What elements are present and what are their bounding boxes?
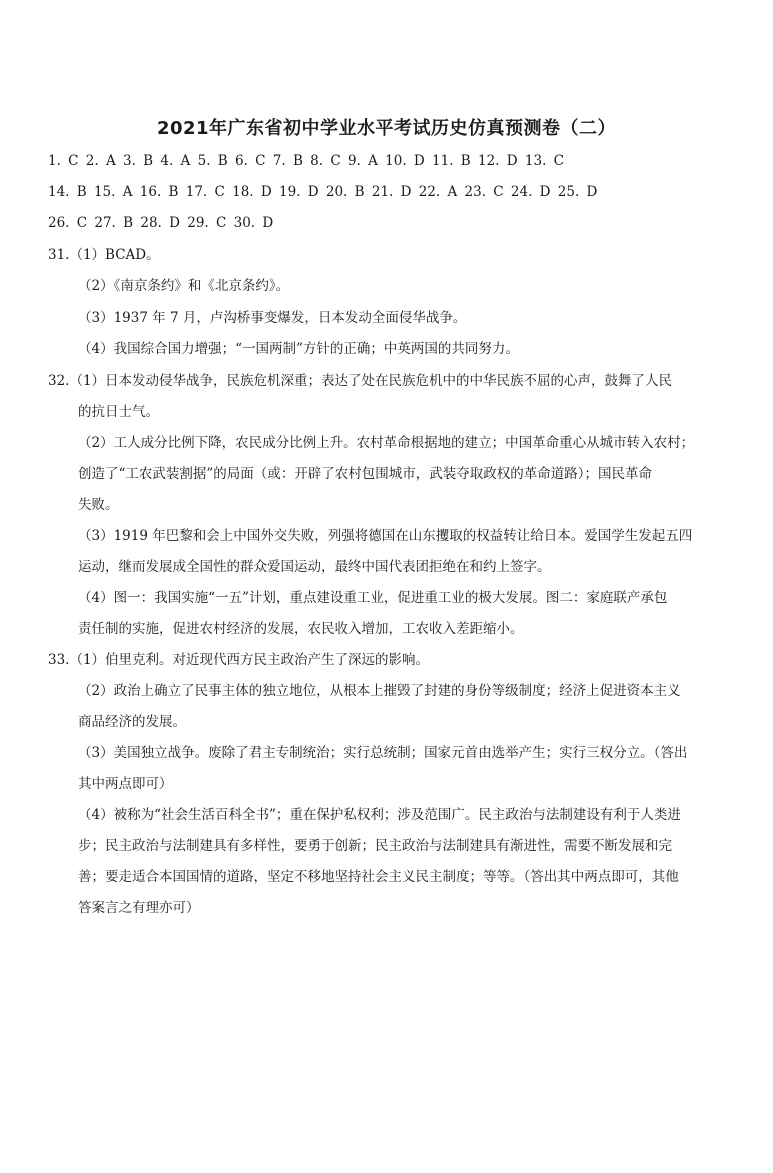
q33-part4-cont-1: 步；民主政治与法制建具有多样性，要勇于创新；民主政治与法制建具有渐进性，需要不断发展和完 xyxy=(78,838,672,854)
mc-answers-line-3: 26. C 27. B 28. D 29. C 30. D xyxy=(48,215,274,231)
q33-part2: （2）政治上确立了民事主体的独立地位，从根本上摧毁了封建的身份等级制度；经济上促进资本主义 xyxy=(78,683,681,699)
q31-part3: （3）1937 年 7 月，卢沟桥事变爆发，日本发动全面侵华战争。 xyxy=(78,310,467,326)
page-title: 2021年广东省初中学业水平考试历史仿真预测卷（二） xyxy=(156,118,617,139)
q32-part1: 32.（1）日本发动侵华战争，民族危机深重；表达了处在民族危机中的中华民族不屈的心声，鼓舞了人民 xyxy=(48,373,673,389)
mc-answers-line-2: 14. B 15. A 16. B 17. C 18. D 19. D 20. B 21. D 22. A 23. C 24. D 25. D xyxy=(48,184,598,200)
q32-part3: （3）1919 年巴黎和会上中国外交失败，列强将德国在山东攫取的权益转让给日本。爱国学生发起五四 xyxy=(78,528,693,544)
q31-part4: （4）我国综合国力增强；“一国两制”方针的正确；中英两国的共同努力。 xyxy=(78,341,519,357)
q32-part2: （2）工人成分比例下降，农民成分比例上升。农村革命根据地的建立；中国革命重心从城市转入农村； xyxy=(78,435,695,451)
q33-part2-cont: 商品经济的发展。 xyxy=(78,714,186,730)
mc-answers-line-1: 1. C 2. A 3. B 4. A 5. B 6. C 7. B 8. C 9. A 10. D 11. B 12. D 13. C xyxy=(48,153,564,169)
q32-part4-cont: 责任制的实施，促进农村经济的发展，农民收入增加，工农收入差距缩小。 xyxy=(78,621,524,637)
q33-part4-cont-3: 答案言之有理亦可） xyxy=(78,900,200,916)
q31-part2: （2）《南京条约》和《北京条约》。 xyxy=(78,278,290,294)
q32-part2-cont-1: 创造了“工农武装割据”的局面（或：开辟了农村包围城市，武装夺取政权的革命道路）；国民革命 xyxy=(78,466,653,482)
q32-part3-cont: 运动，继而发展成全国性的群众爱国运动，最终中国代表团拒绝在和约上签字。 xyxy=(78,559,551,575)
q32-part2-cont-2: 失败。 xyxy=(78,497,119,513)
q33-part1: 33.（1）伯里克利。对近现代西方民主政治产生了深远的影响。 xyxy=(48,652,430,668)
q33-part4: （4）被称为“社会生活百科全书”；重在保护私权利；涉及范围广。民主政治与法制建设有利于人类进 xyxy=(78,807,681,823)
q33-part3-cont: 其中两点即可） xyxy=(78,776,173,792)
q32-part1-cont: 的抗日士气。 xyxy=(78,404,159,420)
q32-part4: （4）图一：我国实施“一五”计划，重点建设重工业，促进重工业的极大发展。图二：家庭联产承包 xyxy=(78,590,668,606)
q31-part1: 31.（1）BCAD。 xyxy=(48,247,160,263)
q33-part3: （3）美国独立战争。废除了君主专制统治；实行总统制；国家元首由选举产生；实行三权分立。（答出 xyxy=(78,745,688,761)
q33-part4-cont-2: 善；要走适合本国国情的道路，坚定不移地坚持社会主义民主制度；等等。（答出其中两点即可，其他 xyxy=(78,869,679,885)
